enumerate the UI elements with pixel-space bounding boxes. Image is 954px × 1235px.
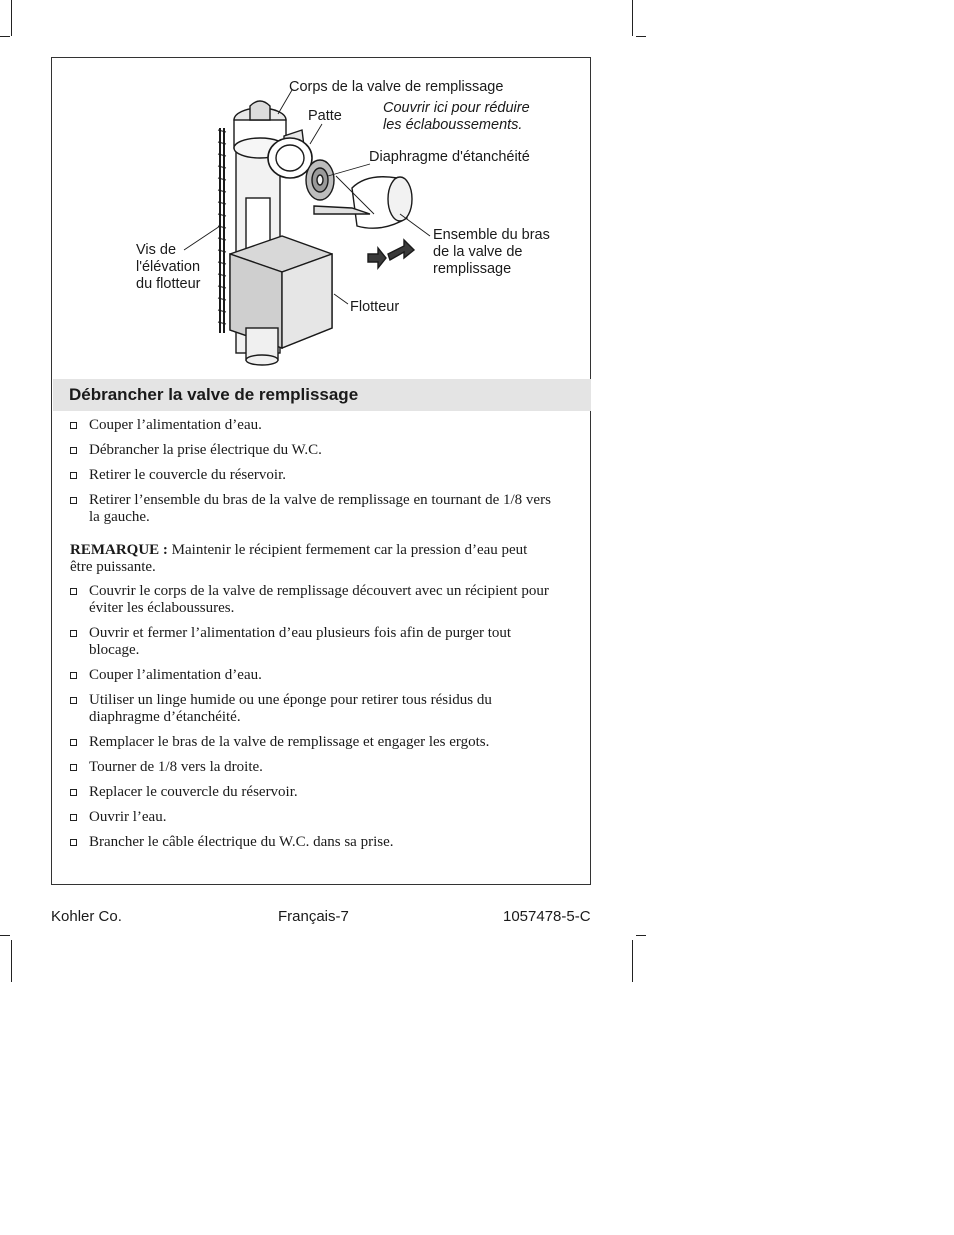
- label-float: Flotteur: [350, 299, 400, 315]
- list-item-text: Ouvrir l’eau.: [89, 809, 167, 825]
- checkbox-bullet-icon: [70, 764, 77, 771]
- list-item: [70, 734, 560, 751]
- steps-list-b: [70, 583, 560, 859]
- checkbox-bullet-icon: [70, 588, 77, 595]
- label-seal-diaphragm: Diaphragme d'étanchéité: [369, 149, 530, 165]
- checkbox-bullet-icon: [70, 447, 77, 454]
- crop-mark: [0, 36, 10, 37]
- crop-mark: [636, 36, 646, 37]
- list-item: [70, 759, 560, 776]
- checkbox-bullet-icon: [70, 672, 77, 679]
- crop-mark: [632, 0, 633, 36]
- list-item-text: Tourner de 1/8 vers la droite.: [89, 759, 263, 775]
- crop-mark: [11, 0, 12, 36]
- list-item-text: Remplacer le bras de la valve de remplissage et engager les ergots.: [89, 734, 490, 750]
- list-item-text: Retirer l’ensemble du bras de la valve de remplissage en tournant de 1/8 vers la gauche.: [89, 492, 551, 525]
- checkbox-bullet-icon: [70, 839, 77, 846]
- checkbox-bullet-icon: [70, 422, 77, 429]
- note-paragraph: [70, 542, 540, 576]
- list-item: [70, 784, 560, 801]
- list-item: [70, 417, 560, 434]
- footer-doc-number: 1057478-5-C: [503, 908, 591, 925]
- content-frame: [51, 57, 591, 885]
- checkbox-bullet-icon: [70, 472, 77, 479]
- list-item-text: Replacer le couvercle du réservoir.: [89, 784, 298, 800]
- list-item: [70, 492, 560, 526]
- note-text: Maintenir le récipient fermement car la pression d’eau peut être puissante.: [70, 542, 528, 575]
- checkbox-bullet-icon: [70, 814, 77, 821]
- list-item: [70, 442, 560, 459]
- crop-mark: [11, 940, 12, 982]
- list-item-text: Couper l’alimentation d’eau.: [89, 667, 262, 683]
- steps-list-a: [70, 417, 560, 534]
- list-item-text: Couper l’alimentation d’eau.: [89, 417, 262, 433]
- list-item-text: Couvrir le corps de la valve de remplissage découvert avec un récipient pour éviter les éclaboussures.: [89, 583, 549, 616]
- checkbox-bullet-icon: [70, 789, 77, 796]
- crop-mark: [0, 935, 10, 936]
- list-item-text: Retirer le couvercle du réservoir.: [89, 467, 286, 483]
- label-float-screw: Vis de l'élévation du flotteur: [136, 242, 201, 292]
- footer-company: Kohler Co.: [51, 908, 122, 925]
- list-item: [70, 834, 560, 851]
- checkbox-bullet-icon: [70, 497, 77, 504]
- label-arm-assembly: Ensemble du bras de la valve de remplissage: [433, 227, 550, 277]
- checkbox-bullet-icon: [70, 630, 77, 637]
- list-item-text: Utiliser un linge humide ou une éponge pour retirer tous résidus du diaphragme d’étanchéité.: [89, 692, 492, 725]
- checkbox-bullet-icon: [70, 697, 77, 704]
- list-item-text: Ouvrir et fermer l’alimentation d’eau plusieurs fois afin de purger tout blocage.: [89, 625, 512, 658]
- list-item: [70, 667, 560, 684]
- list-item: [70, 467, 560, 484]
- crop-mark: [632, 940, 633, 982]
- list-item: [70, 583, 560, 617]
- section-title: Débrancher la valve de remplissage: [69, 385, 359, 404]
- checkbox-bullet-icon: [70, 739, 77, 746]
- crop-mark: [636, 935, 646, 936]
- label-cover-here: Couvrir ici pour réduire les éclaboussements.: [383, 100, 530, 133]
- note-label: REMARQUE :: [70, 542, 168, 558]
- list-item-text: Brancher le câble électrique du W.C. dans sa prise.: [89, 834, 394, 850]
- label-fill-valve-body: Corps de la valve de remplissage: [289, 79, 504, 95]
- list-item-text: Débrancher la prise électrique du W.C.: [89, 442, 322, 458]
- fill-valve-illustration: [52, 58, 592, 378]
- label-tab: Patte: [308, 108, 342, 124]
- section-header: [53, 379, 591, 411]
- list-item: [70, 692, 560, 726]
- list-item: [70, 625, 560, 659]
- footer-page-number: Français-7: [278, 908, 349, 925]
- list-item: [70, 809, 560, 826]
